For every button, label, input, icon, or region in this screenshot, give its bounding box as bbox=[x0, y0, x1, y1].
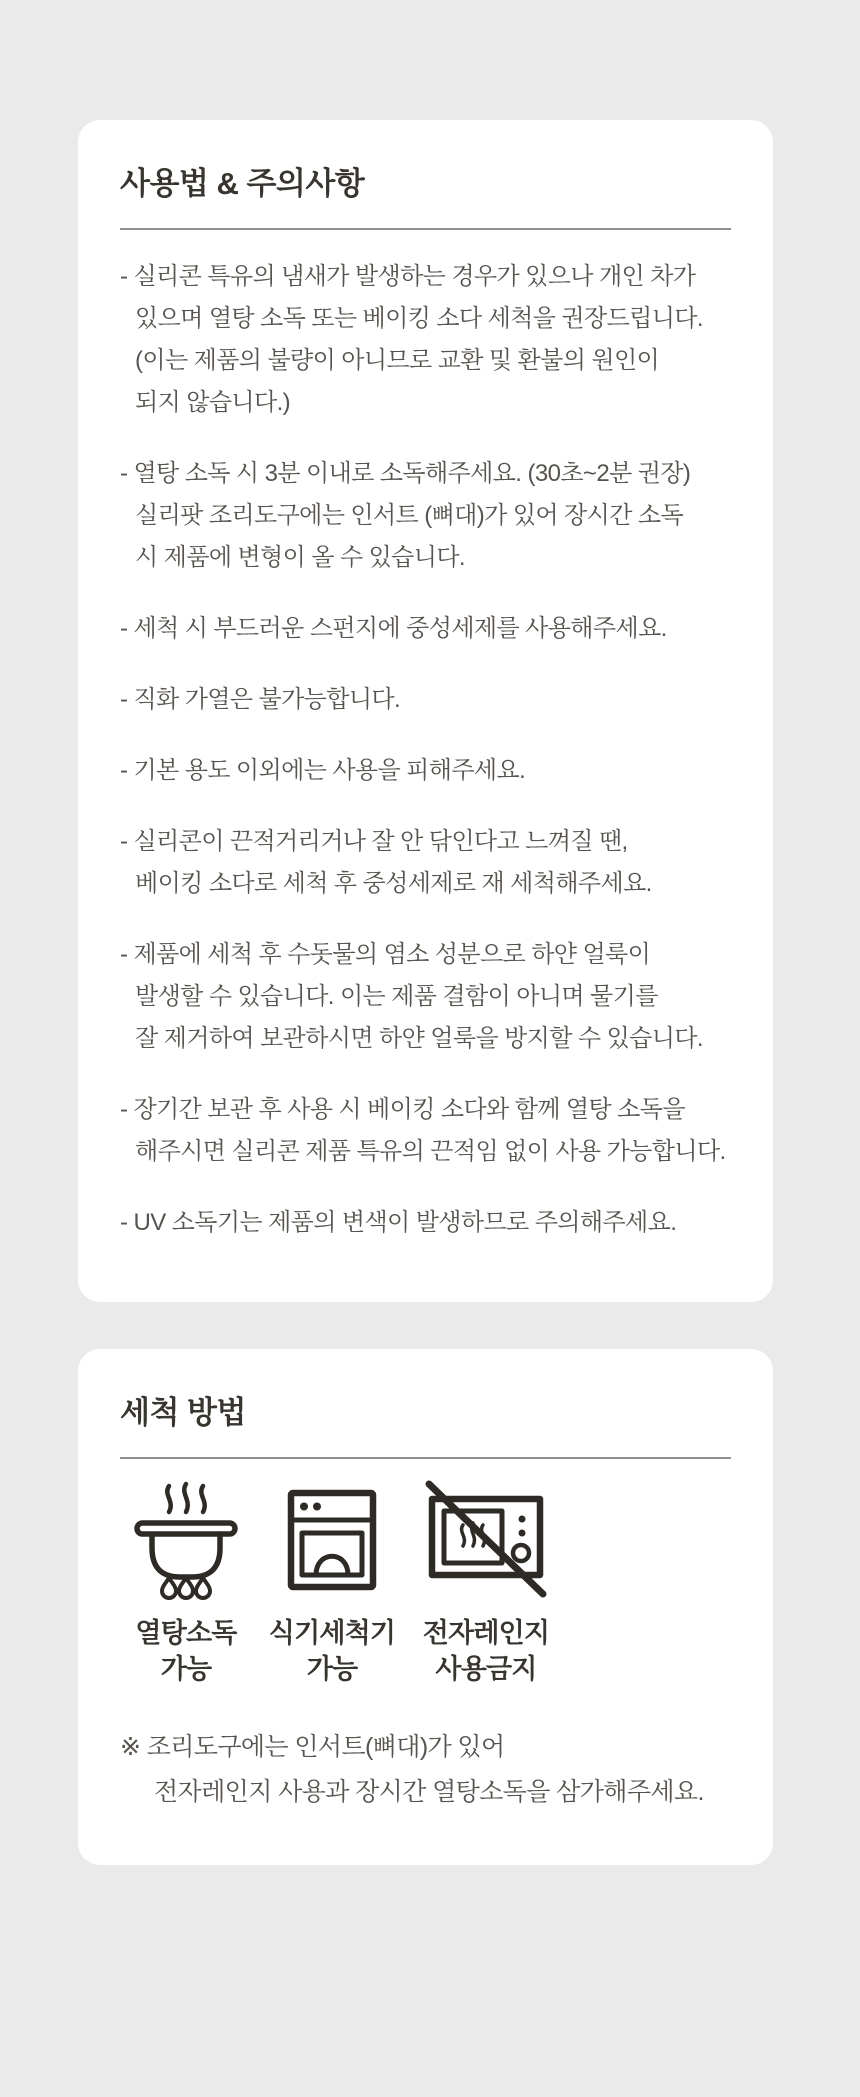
washing-method-list bbox=[120, 1479, 731, 1687]
usage-card-title: 사용법 & 주의사항 bbox=[120, 166, 365, 201]
usage-bullet-odor bbox=[120, 256, 731, 424]
bullet-line: (이는 제품의 불량이 아니므로 교환 및 환불의 원인이 bbox=[135, 347, 660, 374]
washing-method-label bbox=[420, 1615, 552, 1687]
bullet-line: - UV 소독기는 제품의 변색이 발생하므로 주의해주세요. bbox=[120, 1209, 677, 1236]
usage-bullet-sticky bbox=[120, 821, 731, 905]
usage-card bbox=[78, 120, 773, 1302]
bullet-line: - 제품에 세척 후 수돗물의 염소 성분으로 하얀 얼룩이 bbox=[120, 941, 651, 968]
washing-card bbox=[78, 1349, 773, 1865]
boiling-pot-icon bbox=[120, 1479, 252, 1601]
washing-card-title: 세척 방법 bbox=[120, 1395, 246, 1430]
usage-bullet-white-stain bbox=[120, 934, 731, 1060]
washing-method-microwave bbox=[420, 1479, 552, 1687]
washing-note-line: 전자레인지 사용과 장시간 열탕소독을 삼가해주세요. bbox=[154, 1778, 704, 1806]
bullet-line: 시 제품에 변형이 올 수 있습니다. bbox=[135, 544, 465, 571]
bullet-line: - 직화 가열은 불가능합니다. bbox=[120, 686, 401, 713]
washing-method-boiling bbox=[120, 1479, 252, 1687]
washing-method-label bbox=[120, 1615, 252, 1687]
bullet-line: 있으며 열탕 소독 또는 베이킹 소다 세척을 권장드립니다. bbox=[135, 305, 703, 332]
washing-method-label-line: 가능 bbox=[160, 1654, 212, 1684]
washing-method-label-line: 가능 bbox=[306, 1654, 358, 1684]
usage-card-divider bbox=[120, 228, 731, 230]
page bbox=[0, 120, 860, 2097]
washing-card-divider bbox=[120, 1457, 731, 1459]
bullet-line: - 세척 시 부드러운 스펀지에 중성세제를 사용해주세요. bbox=[120, 615, 667, 642]
bullet-line: - 실리콘이 끈적거리거나 잘 안 닦인다고 느껴질 땐, bbox=[120, 828, 628, 855]
washing-note bbox=[120, 1725, 731, 1815]
usage-bullet-uv bbox=[120, 1202, 731, 1244]
usage-bullet-list bbox=[120, 256, 731, 1244]
usage-bullet-boiling-time bbox=[120, 453, 731, 579]
washing-method-label-line: 사용금지 bbox=[435, 1654, 537, 1684]
bullet-line: 베이킹 소다로 세척 후 중성세제로 재 세척해주세요. bbox=[135, 870, 652, 897]
usage-bullet-open-flame bbox=[120, 679, 731, 721]
washing-note-line: ※ 조리도구에는 인서트(뼈대)가 있어 bbox=[120, 1733, 505, 1761]
usage-bullet-sponge bbox=[120, 608, 731, 650]
microwave-banned-icon bbox=[420, 1479, 552, 1601]
bullet-line: - 기본 용도 이외에는 사용을 피해주세요. bbox=[120, 757, 526, 784]
usage-bullet-long-storage bbox=[120, 1089, 731, 1173]
bullet-line: - 열탕 소독 시 3분 이내로 소독해주세요. (30초~2분 권장) bbox=[120, 460, 691, 487]
bullet-line: 잘 제거하여 보관하시면 하얀 얼룩을 방지할 수 있습니다. bbox=[135, 1025, 703, 1052]
bullet-line: 실리팟 조리도구에는 인서트 (뼈대)가 있어 장시간 소독 bbox=[135, 502, 684, 529]
bullet-line: 해주시면 실리콘 제품 특유의 끈적임 없이 사용 가능합니다. bbox=[135, 1138, 726, 1165]
bullet-line: 발생할 수 있습니다. 이는 제품 결함이 아니며 물기를 bbox=[135, 983, 658, 1010]
bullet-line: - 장기간 보관 후 사용 시 베이킹 소다와 함께 열탕 소독을 bbox=[120, 1096, 685, 1123]
washing-method-label-line: 전자레인지 bbox=[422, 1618, 550, 1648]
bullet-line: 되지 않습니다.) bbox=[135, 389, 291, 416]
washing-method-dishwasher bbox=[266, 1479, 398, 1687]
washing-method-label bbox=[266, 1615, 398, 1687]
dishwasher-icon bbox=[266, 1479, 398, 1601]
washing-method-label-line: 열탕소독 bbox=[135, 1618, 237, 1648]
washing-method-label-line: 식기세척기 bbox=[268, 1618, 396, 1648]
usage-bullet-intended-use bbox=[120, 750, 731, 792]
bullet-line: - 실리콘 특유의 냄새가 발생하는 경우가 있으나 개인 차가 bbox=[120, 263, 696, 290]
